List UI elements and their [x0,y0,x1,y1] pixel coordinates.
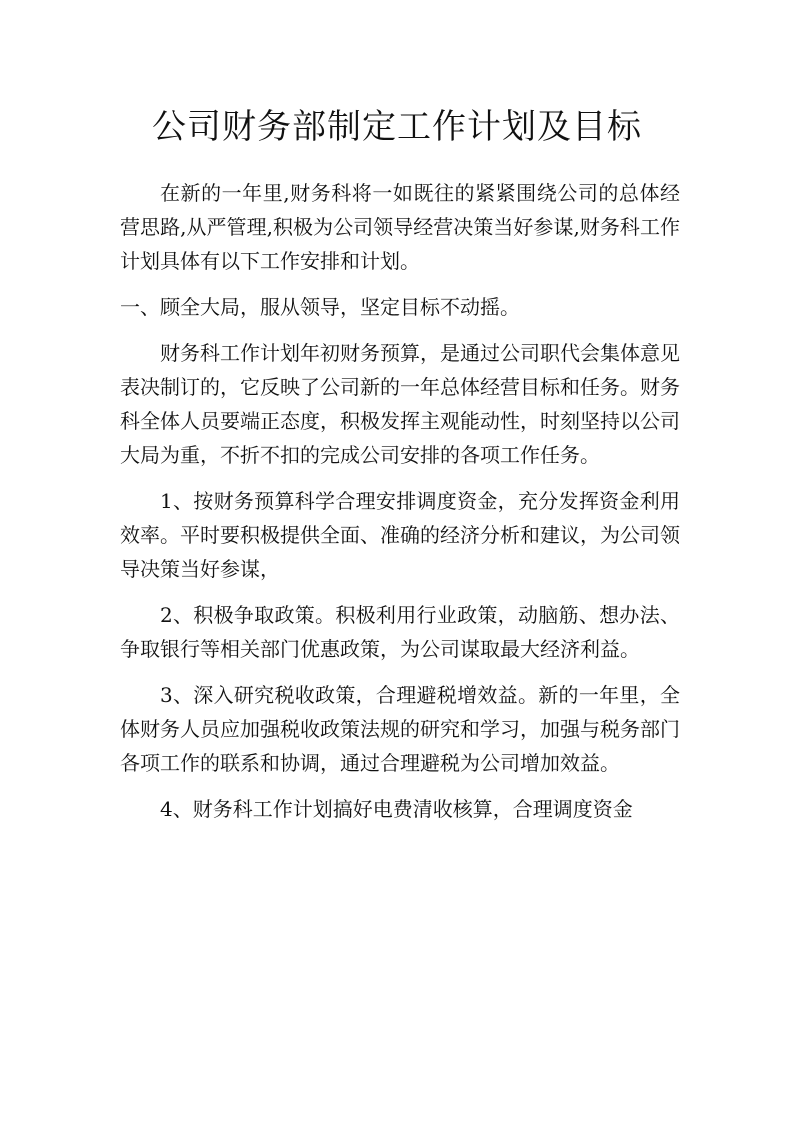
paragraph-budget: 财务科工作计划年初财务预算，是通过公司职代会集体意见表决制订的，它反映了公司新的一年总体经营目标和任务。财务科全体人员要端正态度，积极发挥主观能动性，时刻坚持以公司大局为重，不折不扣的完成公司安排的各项工作任务。 [120,341,680,467]
document-body [120,176,680,838]
list-item-1: 1、按财务预算科学合理安排调度资金，充分发挥资金利用效率。平时要积极提供全面、准确的经济分析和建议，为公司领导决策当好参谋， [120,489,680,581]
list-item-3: 3、深入研究税收政策，合理避税增效益。新的一年里，全体财务人员应加强税收政策法规的研究和学习，加强与税务部门各项工作的联系和协调，通过合理避税为公司增加效益。 [120,683,680,775]
paragraph-intro: 在新的一年里,财务科将一如既往的紧紧围绕公司的总体经营思路,从严管理,积极为公司领导经营决策当好参谋,财务科工作计划具体有以下工作安排和计划。 [120,181,680,273]
page-title: 公司财务部制定工作计划及目标 [152,107,642,147]
list-item-2: 2、积极争取政策。积极利用行业政策，动脑筋、想办法、争取银行等相关部门优惠政策，为公司谋取最大经济利益。 [120,603,680,661]
list-item-4: 4、财务科工作计划搞好电费清收核算，合理调度资金 [160,797,633,821]
section-heading-1: 一、顾全大局，服从领导，坚定目标不动摇。 [120,295,520,319]
